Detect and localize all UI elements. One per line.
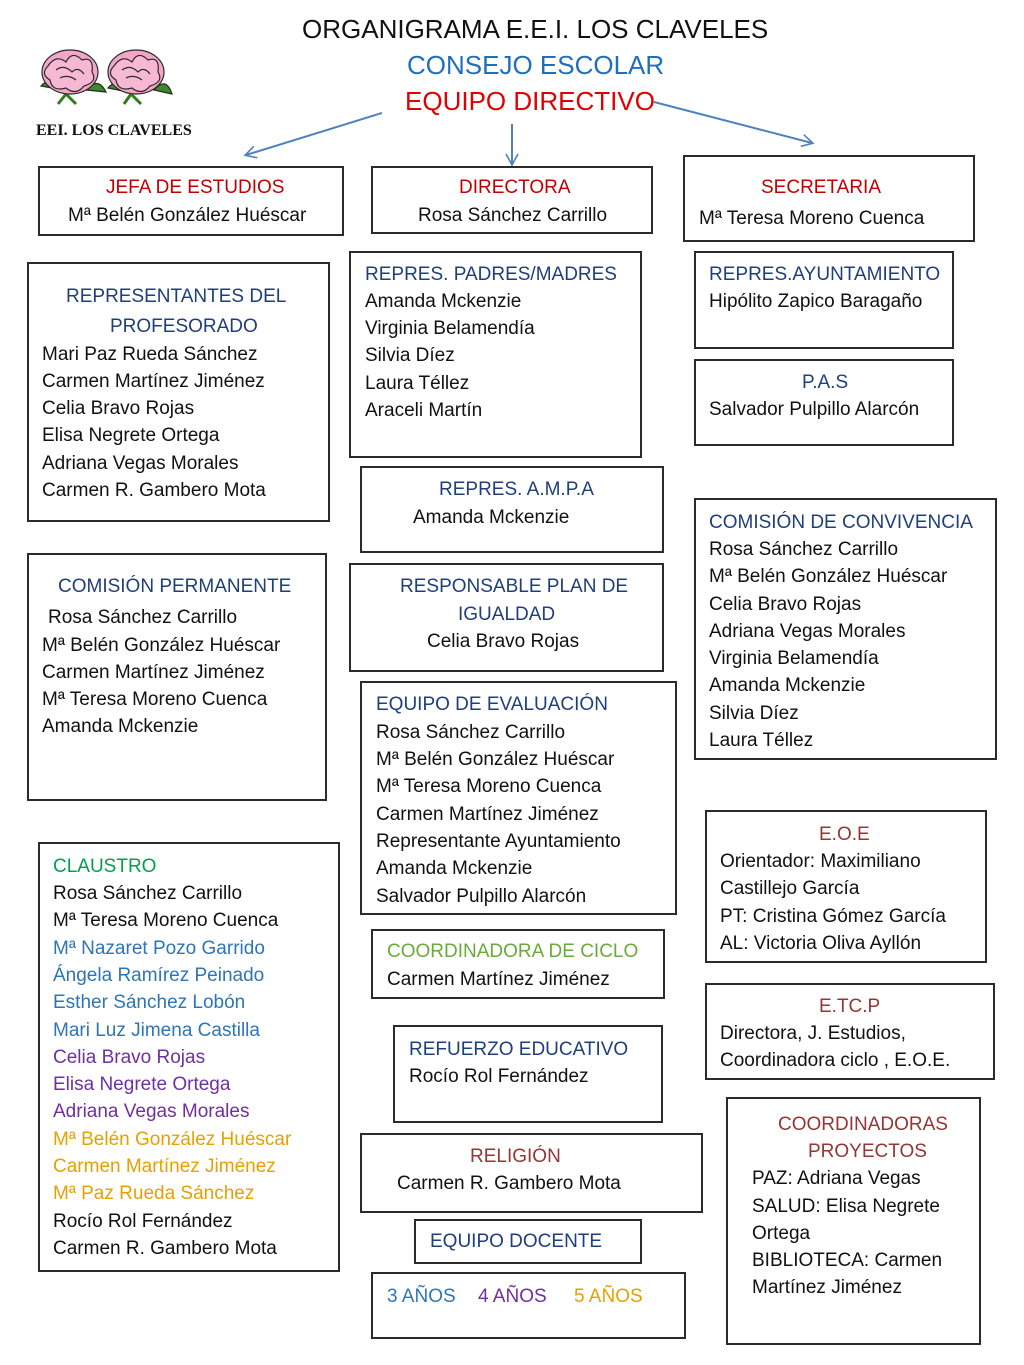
directora-title: DIRECTORA [459,177,571,198]
claustro-member: Mª Belén González Huéscar [53,1128,292,1150]
evaluacion-member: Salvador Pulpillo Alarcón [376,886,587,907]
evaluacion-member: Mª Belén González Huéscar [376,749,615,770]
pas-name: Salvador Pulpillo Alarcón [709,399,920,420]
religion-name: Carmen R. Gambero Mota [397,1173,621,1194]
claustro-member: Carmen R. Gambero Mota [53,1237,277,1259]
etcp-title: E.TC.P [819,996,881,1017]
evaluacion-member: Amanda Mckenzie [376,858,533,879]
padres-member: Laura Téllez [365,373,470,394]
proyectos-box [726,1097,981,1345]
equipo-docente-title: EQUIPO DOCENTE [430,1231,603,1252]
refuerzo-title: REFUERZO EDUCATIVO [409,1039,629,1060]
etcp-box [705,983,995,1080]
permanente-member: Mª Belén González Huéscar [42,635,281,656]
ciclo-box [371,929,665,999]
eoe-line: Castillejo García [720,878,860,899]
ciclo-title: COORDINADORA DE CICLO [387,941,639,962]
eoe-line: PT: Cristina Gómez García [720,906,946,927]
ciclo-name: Carmen Martínez Jiménez [387,969,610,990]
ampa-box [360,466,664,553]
proyectos-title-line2: PROYECTOS [808,1141,927,1162]
evaluacion-box [360,681,677,915]
ayuntamiento-name: Hipólito Zapico Baragaño [709,291,923,312]
convivencia-member: Rosa Sánchez Carrillo [709,539,899,560]
profesorado-member: Carmen Martínez Jiménez [42,371,265,392]
arrow-to-secretaria [654,102,812,143]
religion-title: RELIGIÓN [470,1146,561,1167]
evaluacion-title: EQUIPO DE EVALUACIÓN [376,694,608,715]
directora-name: Rosa Sánchez Carrillo [418,205,608,226]
convivencia-member: Virginia Belamendía [709,648,879,669]
age-5-years: 5 AÑOS [574,1286,643,1307]
profesorado-member: Adriana Vegas Morales [42,453,239,474]
claustro-member: Esther Sánchez Lobón [53,992,246,1014]
convivencia-member: Laura Téllez [709,730,814,751]
eoe-box [705,810,987,963]
profesorado-member: Mari Paz Rueda Sánchez [42,344,258,365]
profesorado-box [27,262,330,522]
permanente-title: COMISIÓN PERMANENTE [58,576,292,597]
proyectos-title-line1: COORDINADORAS [778,1114,948,1135]
religion-box [360,1133,703,1213]
equipo-docente-box [414,1219,642,1264]
equipo-directivo-heading: EQUIPO DIRECTIVO [405,86,655,116]
convivencia-member: Adriana Vegas Morales [709,621,906,642]
age-3-years: 3 AÑOS [387,1286,456,1307]
igualdad-title-line1: RESPONSABLE PLAN DE [400,576,629,597]
profesorado-title-line1: REPRESENTANTES DEL [66,286,287,307]
claustro-member: Mª Nazaret Pozo Garrido [53,937,265,959]
proyectos-line: SALUD: Elisa Negrete [752,1196,940,1217]
proyectos-line: Ortega [752,1223,811,1244]
ampa-title: REPRES. A.M.P.A [439,479,594,500]
padres-member: Silvia Díez [365,345,455,366]
evaluacion-member: Mª Teresa Moreno Cuenca [376,776,602,797]
permanente-member: Rosa Sánchez Carrillo [48,607,238,628]
igualdad-title-line2: IGUALDAD [458,604,556,625]
consejo-escolar-heading: CONSEJO ESCOLAR [407,50,665,80]
convivencia-title: COMISIÓN DE CONVIVENCIA [709,512,973,533]
arrow-to-jefa [246,113,382,155]
padres-member: Araceli Martín [365,400,483,421]
claustro-member: Adriana Vegas Morales [53,1101,250,1123]
secretaria-box [683,155,975,242]
eoe-line: AL: Victoria Oliva Ayllón [720,933,922,954]
ayuntamiento-title: REPRES.AYUNTAMIENTO [709,264,941,285]
etcp-line1: Directora, J. Estudios, [720,1023,906,1044]
evaluacion-member: Representante Ayuntamiento [376,831,621,852]
convivencia-member: Amanda Mckenzie [709,675,866,696]
ampa-name: Amanda Mckenzie [413,507,570,528]
claustro-title: CLAUSTRO [53,856,157,877]
profesorado-member: Carmen R. Gambero Mota [42,480,266,501]
claustro-member: Mari Luz Jimena Castilla [53,1019,260,1041]
profesorado-member: Elisa Negrete Ortega [42,425,220,446]
igualdad-name: Celia Bravo Rojas [427,631,580,652]
padres-title: REPRES. PADRES/MADRES [365,264,617,285]
convivencia-member: Celia Bravo Rojas [709,594,862,615]
proyectos-line: Martínez Jiménez [752,1277,902,1298]
evaluacion-member: Carmen Martínez Jiménez [376,804,599,825]
claustro-member: Carmen Martínez Jiménez [53,1156,276,1177]
profesorado-member: Celia Bravo Rojas [42,398,195,419]
age-4-years: 4 AÑOS [478,1286,547,1307]
permanente-box [27,553,327,801]
padres-member: Virginia Belamendía [365,318,535,339]
ayuntamiento-box [694,251,954,349]
igualdad-box [349,563,664,672]
jefa-name: Mª Belén González Huéscar [68,205,307,226]
claustro-member: Rocío Rol Fernández [53,1210,233,1232]
proyectos-line: BIBLIOTECA: Carmen [752,1250,943,1271]
secretaria-title: SECRETARIA [761,177,882,198]
pas-title: P.A.S [802,372,849,393]
profesorado-title-line2: PROFESORADO [110,316,258,337]
jefa-title: JEFA DE ESTUDIOS [106,177,285,198]
school-name: EEI. LOS CLAVELES [36,122,192,139]
claustro-member: Elisa Negrete Ortega [53,1074,231,1096]
refuerzo-box [393,1025,663,1123]
convivencia-member: Silvia Díez [709,703,799,724]
eoe-title: E.O.E [819,824,870,845]
permanente-member: Mª Teresa Moreno Cuenca [42,689,268,710]
pas-box [694,359,954,446]
padres-member: Amanda Mckenzie [365,291,522,312]
padres-box [349,251,642,458]
claustro-member: Celia Bravo Rojas [53,1046,206,1068]
claustro-member: Rosa Sánchez Carrillo [53,883,243,904]
permanente-member: Amanda Mckenzie [42,716,199,737]
convivencia-member: Mª Belén González Huéscar [709,566,948,587]
jefa-de-estudios-box [38,166,344,236]
claustro-member: Mª Paz Rueda Sánchez [53,1183,255,1205]
page-title: ORGANIGRAMA E.E.I. LOS CLAVELES [302,14,769,44]
age-groups-box [371,1272,686,1339]
eoe-line: Orientador: Maximiliano [720,851,921,872]
refuerzo-name: Rocío Rol Fernández [409,1066,589,1087]
claustro-member: Mª Teresa Moreno Cuenca [53,910,279,932]
claustro-member: Ángela Ramírez Peinado [53,964,265,986]
secretaria-name: Mª Teresa Moreno Cuenca [699,208,925,229]
evaluacion-member: Rosa Sánchez Carrillo [376,722,566,743]
claustro-box [38,842,340,1272]
proyectos-line: PAZ: Adriana Vegas [752,1168,921,1189]
etcp-line2: Coordinadora ciclo , E.O.E. [720,1050,951,1071]
permanente-member: Carmen Martínez Jiménez [42,662,265,683]
directora-box [371,166,653,234]
convivencia-box [694,498,997,760]
